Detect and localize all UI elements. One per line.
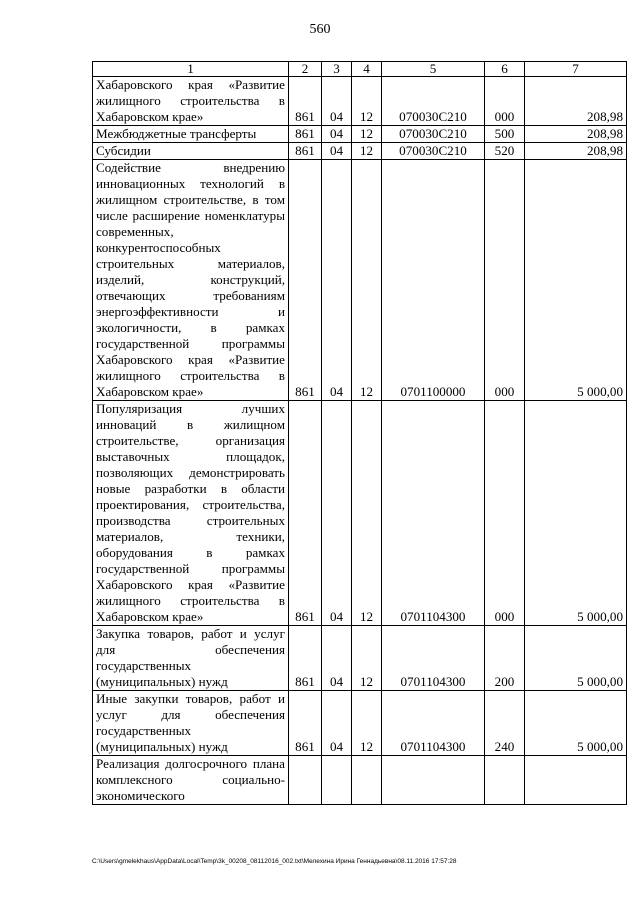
- row-name: Реализация долгосрочного плана комплексного социально-экономического: [93, 756, 289, 805]
- cell-section: 04: [322, 401, 352, 626]
- cell-subsection: 12: [352, 77, 382, 126]
- cell-amount: 208,98: [525, 126, 627, 143]
- row-name: Закупка товаров, работ и услуг для обеспечения государственных (муниципальных) нужд: [93, 626, 289, 691]
- cell-amount: 5 000,00: [525, 626, 627, 691]
- table-row: [93, 160, 627, 401]
- row-name: Субсидии: [93, 143, 289, 160]
- column-header: 2: [289, 62, 322, 77]
- cell-expense-type: 000: [485, 77, 525, 126]
- cell-amount: 208,98: [525, 77, 627, 126]
- cell-expense-type: 520: [485, 143, 525, 160]
- cell-expense-type: 000: [485, 401, 525, 626]
- cell-target-article: 0701104300: [382, 626, 485, 691]
- cell-amount: 208,98: [525, 143, 627, 160]
- row-name: Межбюджетные трансферты: [93, 126, 289, 143]
- cell-expense-type: 200: [485, 626, 525, 691]
- cell-target-article: 070030С210: [382, 77, 485, 126]
- cell-expense-type: [485, 756, 525, 805]
- row-name: Содействие внедрению инновационных технологий в жилищном строительстве, в том числе расширение номенклатуры современных, конкурентоспособных строительных материалов, изделий, конструкций, отвечающих требованиям энергоэффективности и экологичности, в рамках государственной программы Хабаровского края «Развитие жилищного строительства в Хабаровском крае»: [93, 160, 289, 401]
- cell-code: 861: [289, 160, 322, 401]
- cell-amount: 5 000,00: [525, 691, 627, 756]
- cell-subsection: 12: [352, 160, 382, 401]
- table-header-row: [93, 62, 627, 77]
- cell-subsection: 12: [352, 126, 382, 143]
- table-row: [93, 691, 627, 756]
- document-footer-path: C:\Users\gmelekhaus\AppData\Local\Temp\3k_00208_08112016_002.txt\Мелехина Ирина Геннадьевна\08.11.2016 17:57:28: [92, 858, 457, 865]
- cell-code: 861: [289, 691, 322, 756]
- row-name: Популяризация лучших инноваций в жилищном строительстве, организация выставочных площадок, позволяющих демонстрировать новые разработки в области проектирования, строительства, производства строительных материалов, техники, оборудования в рамках государственной программы Хабаровского края «Развитие жилищного строительства в Хабаровском крае»: [93, 401, 289, 626]
- column-header: 3: [322, 62, 352, 77]
- cell-section: 04: [322, 160, 352, 401]
- cell-expense-type: 000: [485, 160, 525, 401]
- column-header: 5: [382, 62, 485, 77]
- cell-amount: 5 000,00: [525, 160, 627, 401]
- page-number: 560: [309, 22, 331, 37]
- row-name: Хабаровского края «Развитие жилищного строительства в Хабаровском крае»: [93, 77, 289, 126]
- row-name: Иные закупки товаров, работ и услуг для обеспечения государственных (муниципальных) нужд: [93, 691, 289, 756]
- cell-subsection: 12: [352, 691, 382, 756]
- cell-target-article: 0701104300: [382, 691, 485, 756]
- cell-amount: 5 000,00: [525, 401, 627, 626]
- cell-code: [289, 756, 322, 805]
- cell-expense-type: 240: [485, 691, 525, 756]
- cell-section: 04: [322, 626, 352, 691]
- cell-subsection: 12: [352, 401, 382, 626]
- cell-code: 861: [289, 77, 322, 126]
- cell-code: 861: [289, 143, 322, 160]
- column-header: 7: [525, 62, 627, 77]
- cell-target-article: [382, 756, 485, 805]
- cell-section: 04: [322, 691, 352, 756]
- column-header: 6: [485, 62, 525, 77]
- cell-section: 04: [322, 126, 352, 143]
- cell-code: 861: [289, 126, 322, 143]
- cell-subsection: 12: [352, 626, 382, 691]
- budget-table: [92, 61, 627, 805]
- cell-target-article: 070030С210: [382, 143, 485, 160]
- cell-target-article: 0701104300: [382, 401, 485, 626]
- table-row: [93, 626, 627, 691]
- cell-code: 861: [289, 626, 322, 691]
- cell-code: 861: [289, 401, 322, 626]
- table-row: [93, 126, 627, 143]
- table-row: [93, 143, 627, 160]
- column-header: 1: [93, 62, 289, 77]
- table-row: [93, 756, 627, 805]
- cell-section: 04: [322, 143, 352, 160]
- cell-subsection: [352, 756, 382, 805]
- cell-section: 04: [322, 77, 352, 126]
- table-row: [93, 401, 627, 626]
- cell-target-article: 070030С210: [382, 126, 485, 143]
- cell-section: [322, 756, 352, 805]
- cell-target-article: 0701100000: [382, 160, 485, 401]
- cell-expense-type: 500: [485, 126, 525, 143]
- table-row: [93, 77, 627, 126]
- column-header: 4: [352, 62, 382, 77]
- cell-amount: [525, 756, 627, 805]
- cell-subsection: 12: [352, 143, 382, 160]
